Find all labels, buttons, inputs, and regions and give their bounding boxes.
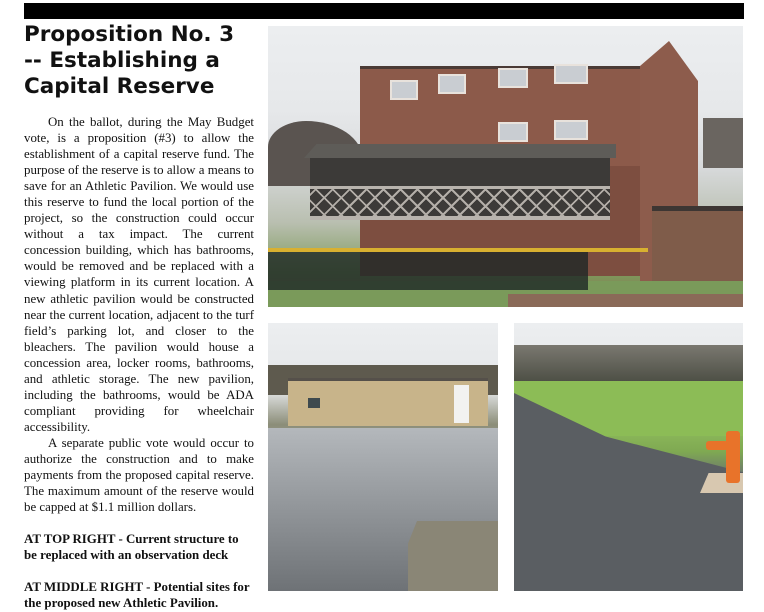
article-title bbox=[24, 22, 254, 100]
header-bar bbox=[24, 3, 744, 19]
article-body bbox=[24, 114, 254, 515]
article-column bbox=[24, 22, 254, 612]
fence-yellow-cap bbox=[268, 248, 648, 252]
building-window bbox=[498, 122, 528, 142]
caption-top-right: AT TOP RIGHT - Current structure to be replaced with an observation deck bbox=[24, 532, 239, 563]
infield-dirt bbox=[508, 294, 743, 307]
paragraph: A separate public vote would occur to authorize the construction and to make payments from the proposed capital reserve. The maximum amount of the reserve would be capped at $1.1 million dollars. bbox=[24, 435, 254, 515]
building-window bbox=[308, 398, 320, 408]
fountain-spout bbox=[706, 441, 728, 450]
photo-hill bbox=[703, 118, 743, 168]
building-window bbox=[438, 74, 466, 94]
building-window bbox=[498, 68, 528, 88]
caption-middle-right: AT MIDDLE RIGHT - Potential sites for the proposed new Athletic Pavilion. bbox=[24, 580, 250, 611]
title-line: -- Establishing a bbox=[24, 48, 220, 73]
photo-potential-site-2 bbox=[514, 323, 743, 591]
building-window bbox=[390, 80, 418, 100]
water-fountain bbox=[726, 431, 740, 483]
building-window bbox=[554, 64, 588, 84]
building-door bbox=[454, 385, 469, 423]
title-line: Proposition No. 3 bbox=[24, 22, 235, 47]
porch-roof bbox=[304, 144, 616, 158]
paragraph: On the ballot, during the May Budget vote, is a proposition (#3) to allow the establishment of a capital reserve fund. The purpose of the reserve is to allow a means to save for an Athletic Pavilion. We would use this reserve to fund the local portion of the project, so the construction could occur without a tax impact. The current concession building, which has bathrooms, would be removed and be replaced with a viewing platform in its current location. A new athletic pavilion would be constructed near the current location, adjacent to the turf field’s parking lot, and closer to the bleachers. The pavilion would house a concession area, locker rooms, bathrooms, and athletic storage. The new pavilion, including the bathrooms, would be ADA compliant providing for wheelchair accessibility. bbox=[24, 115, 254, 434]
title-line: Capital Reserve bbox=[24, 74, 215, 99]
building-window bbox=[554, 120, 588, 140]
tree-line bbox=[514, 345, 743, 381]
photo-potential-site-1 bbox=[268, 323, 498, 591]
photo-captions bbox=[24, 531, 254, 611]
gravel-patch bbox=[408, 521, 498, 591]
photo-current-structure bbox=[268, 26, 743, 307]
porch-railing bbox=[310, 186, 610, 220]
fence-netting bbox=[268, 252, 588, 290]
